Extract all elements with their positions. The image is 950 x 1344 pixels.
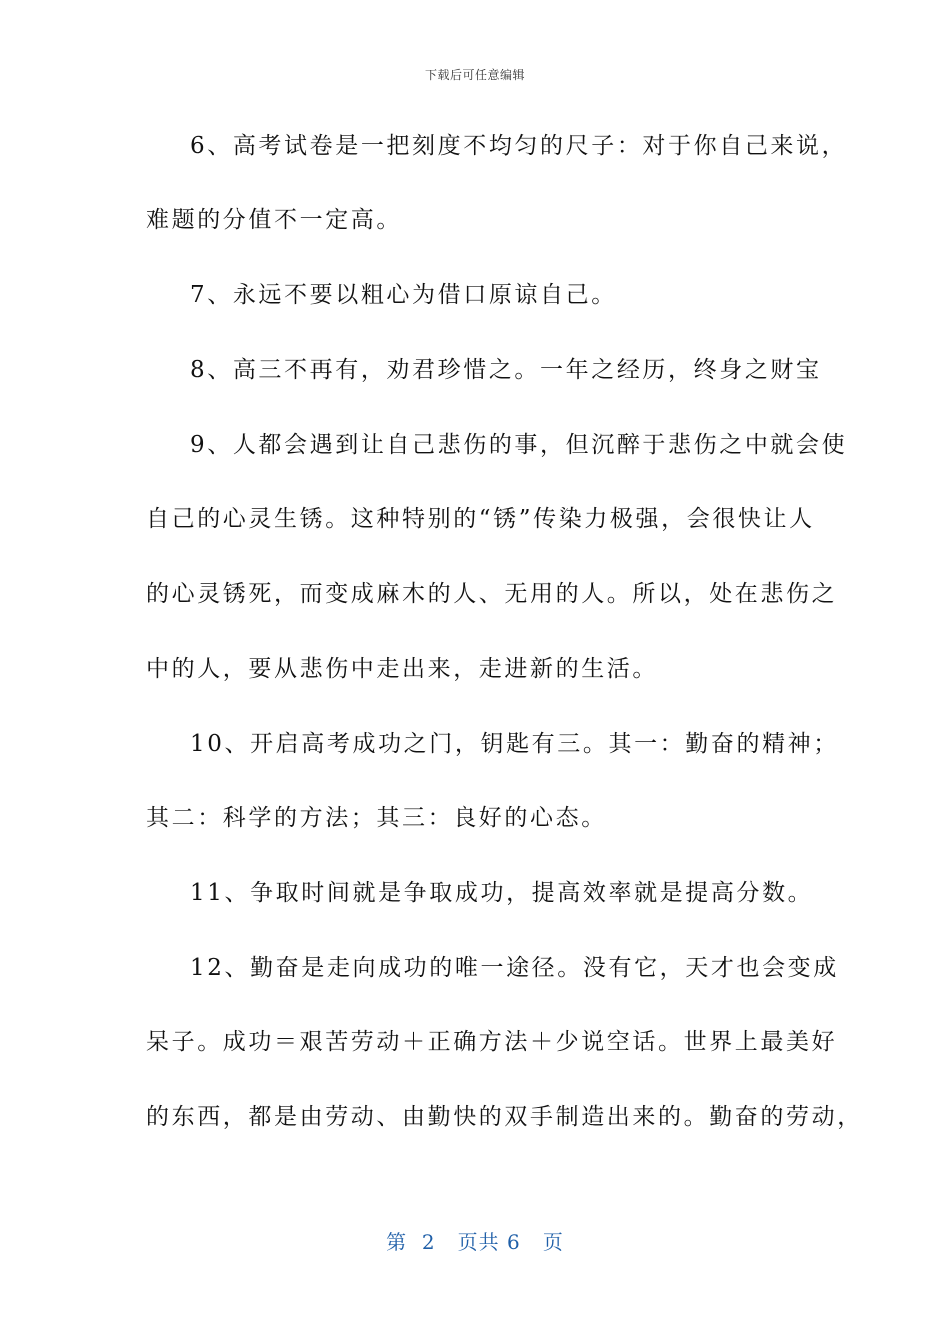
text-line: 的心灵锈死，而变成麻木的人、无用的人。所以，处在悲伤之 [146, 581, 838, 607]
text-line: 6、高考试卷是一把刻度不均匀的尺子：对于你自己来说， [190, 133, 848, 159]
text-line: 7、永远不要以粗心为借口原谅自己。 [190, 282, 617, 308]
text-line: 呆子。成功＝艰苦劳动＋正确方法＋少说空话。世界上最美好 [146, 1029, 838, 1055]
text-line: 的东西，都是由劳动、由勤快的双手制造出来的。勤奋的劳动， [146, 1104, 863, 1130]
text-line: 自己的心灵生锈。这种特别的“锈”传染力极强，会很快让人 [146, 506, 815, 532]
page-footer: 第 2 页共 6 页 [386, 1230, 564, 1254]
text-line: 难题的分值不一定高。 [146, 207, 402, 233]
text-line: 9、人都会遇到让自己悲伤的事，但沉醉于悲伤之中就会使 [190, 432, 848, 458]
text-line: 12、勤奋是走向成功的唯一途径。没有它，天才也会变成 [190, 955, 839, 981]
text-line: 10、开启高考成功之门，钥匙有三。其一：勤奋的精神； [190, 731, 839, 757]
text-line: 其二：科学的方法；其三：良好的心态。 [146, 805, 607, 831]
text-line: 中的人，要从悲伤中走出来，走进新的生活。 [146, 656, 658, 682]
text-line: 11、争取时间就是争取成功，提高效率就是提高分数。 [190, 880, 814, 906]
text-line: 8、高三不再有，劝君珍惜之。一年之经历，终身之财宝 [190, 357, 822, 383]
page-header: 下载后可任意编辑 [424, 68, 525, 82]
